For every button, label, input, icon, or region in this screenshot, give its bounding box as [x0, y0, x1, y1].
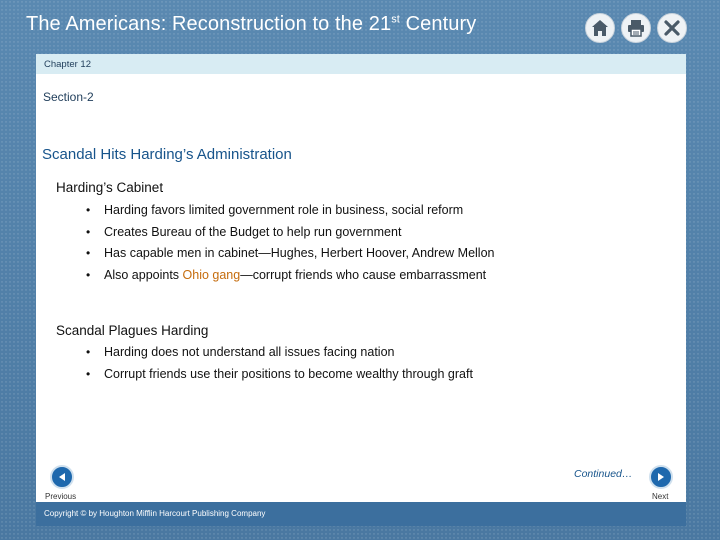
- slide-heading: Scandal Hits Harding’s Administration: [42, 146, 292, 163]
- continued-label: Continued…: [574, 468, 633, 480]
- copyright-text: Copyright © by Houghton Mifflin Harcourt Publishing Company: [44, 509, 266, 518]
- next-button[interactable]: [649, 465, 673, 489]
- bullet-text-after: —corrupt friends who cause embarrassment: [240, 268, 487, 283]
- list-item: • Corrupt friends use their positions to become wealthy through graft: [92, 364, 473, 386]
- content-panel: [36, 54, 686, 502]
- list-item: • Harding does not understand all issues facing nation: [92, 342, 473, 364]
- cabinet-bullet-list: [92, 200, 495, 287]
- arrow-left-icon: [57, 472, 67, 482]
- print-button[interactable]: [621, 13, 651, 43]
- previous-label[interactable]: Previous: [45, 492, 77, 501]
- group-title-scandal: Scandal Plagues Harding: [56, 323, 209, 338]
- next-label[interactable]: Next: [652, 492, 669, 501]
- arrow-right-icon: [656, 472, 666, 482]
- chapter-label: Chapter 12: [44, 59, 92, 70]
- previous-button[interactable]: [50, 465, 74, 489]
- title-superscript: st: [391, 13, 400, 26]
- app-title: [26, 13, 476, 36]
- chapter-bar: [36, 54, 686, 74]
- home-button[interactable]: [585, 13, 615, 43]
- list-item: • Harding favors limited government role in business, social reform: [92, 200, 495, 222]
- footer-bar: [36, 502, 686, 526]
- close-button[interactable]: [657, 13, 687, 43]
- section-label: Section-2: [43, 90, 94, 104]
- title-end: Century: [399, 13, 477, 35]
- list-item: [92, 265, 495, 287]
- list-item: • Has capable men in cabinet—Hughes, Herbert Hoover, Andrew Mellon: [92, 243, 495, 265]
- group-title-cabinet: Harding’s Cabinet: [56, 180, 164, 195]
- highlight-term-ohio-gang: Ohio gang: [182, 268, 241, 283]
- printer-icon: [626, 18, 646, 38]
- close-icon: [662, 18, 682, 38]
- home-icon: [590, 18, 610, 38]
- title-main: The Americans: Reconstruction to the 21: [26, 13, 392, 35]
- list-item: • Creates Bureau of the Budget to help run government: [92, 222, 495, 244]
- scandal-bullet-list: [92, 342, 473, 385]
- bullet-text-before: Also appoints: [104, 268, 183, 283]
